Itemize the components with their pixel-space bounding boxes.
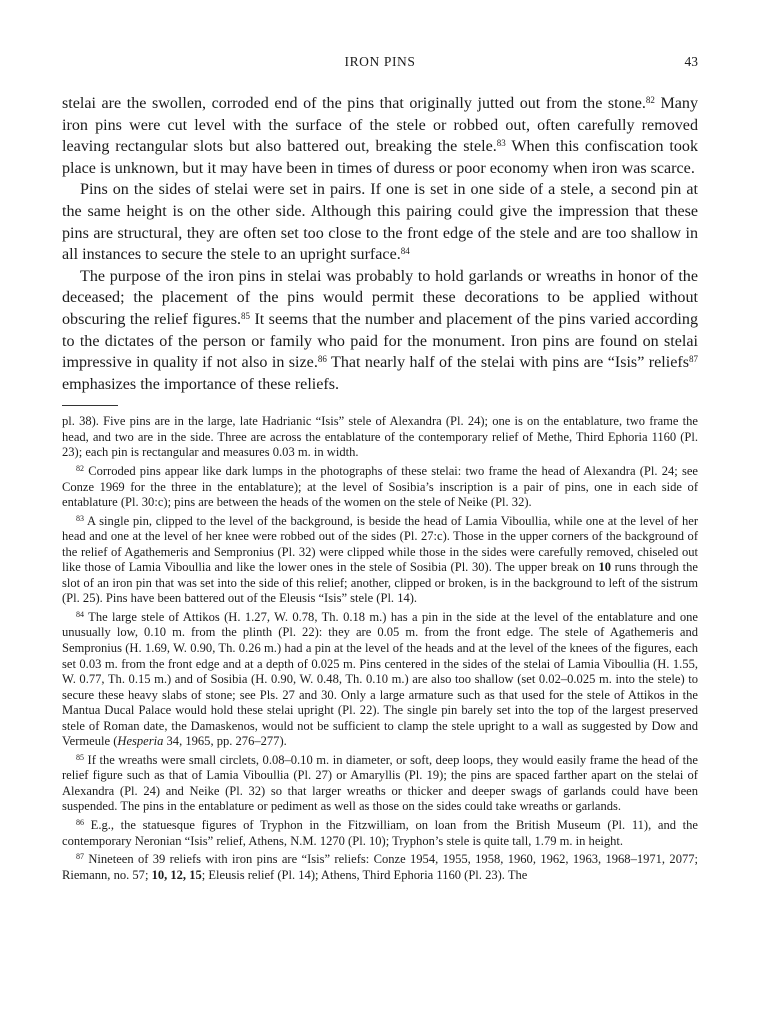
footnote-83: $^{83}$ A single pin, clipped to the level of the background, is beside the head of Lamia Viboullia, while one at the level of her head and one at the level of her knee were robbed out of the sides (Pl. 27:c). Those in the upper corners of the background of the relief of Agathemeris and Sempronius (Pl. 32) were clipped while those in the sides were carefully removed, chiseled out like those of Lamia Viboullia and like the lower ones in the stele of Sosibia (Pl. 30). The upper break on 10 runs through the slot of an iron pin that was set into the side of this relief; another, clipped or broken, is in the background to left of the sistrum (Pl. 25). Pins have been battered out of the Eleusis “Isis” stele (Pl. 14). [62,513,698,606]
footnote-number: 87 [76,852,84,862]
footnote-ref-82[interactable]: 82 [645,95,655,105]
book-page [62,54,698,886]
paragraph-2: Pins on the sides of stelai were set in pairs. If one is set in one side of a stele, a second pin at the same height is on the other side. Although this pairing could give the impression that these pins are structural, they are often set too close to the front edge of the stele and are too shallow in all instances to secure the stele to an upright surface.$^{84}$ [62,181,698,264]
footnote-84: $^{84}$ The large stele of Attikos (H. 1.27, W. 0.78, Th. 0.18 m.) has a pin in the side at the level of the entablature and one unusually low, 0.10 m. from the plinth (Pl. 22): they are 0.05 m. from the front edge. The stele of Agathemeris and Sempronius (H. 1.69, W. 0.90, Th. 0.26 m.) had a pin at the level of the heads and at the level of the knees of the figures, each set 0.03 m. from the front edge and at a depth of 0.025 m. Pins centered in the sides of the stelai of Lamia Viboullia (H. 1.55, W. 0.77, Th. 0.15 m.) and of Sosibia (H. 0.90, W. 0.48, Th. 0.10 m.) are also too shallow (set 0.02–0.025 m. into the stele) to secure these heavy slabs of stone; see Pls. 27 and 30. Only a large armature such as that used for the stele of Attikos in the Mantua Ducal Palace would hold these stelai upright (Pl. 22). The single pin barely set into the top of the largest preserved stele of Roman date, the Damaskenos, would not be sufficient to clamp the stele upright to a wall as suggested by Dow and Vermeule (Hesperia 34, 1965, pp. 276–277). [62,609,698,749]
paragraph-1: stelai are the swollen, corroded end of the pins that originally jutted out from the stone.$^{82}$ Many iron pins were cut level with the surface of the stele or robbed out, often carefully removed leaving rectangular slots but also battered out, breaking the stele.$^{83}$ When this confiscation took place is unknown, but it may have been in times of duress or poor economy when iron was scarce. [62,95,699,177]
footnote-ref-84[interactable]: 84 [400,246,410,257]
footnote-ref-87[interactable]: 87 [688,354,698,365]
footnote-number: 82 [76,463,84,473]
footnote-ref-86[interactable]: 86 [317,354,327,365]
footnote-85: $^{85}$ If the wreaths were small circlets, 0.08–0.10 m. in diameter, or soft, deep loops, they would easily frame the head of the relief figure such as that of Lamia Viboullia (Pl. 27) or Amaryllis (Pl. 19); the pins are spaced farther apart on the stelai of Alexandra (Pl. 24) and Neike (Pl. 32) so that larger wreaths or thicker and deeper swags of garlands could have been suspended. The pins in the entablature or pediment as well as those on the sides could take wreaths or garlands. [62,752,698,814]
footnote-ref-85[interactable]: 85 [241,310,251,321]
footnote-number: 83 [76,513,84,523]
footnote-number: 84 [76,609,84,619]
footnote-ref-83[interactable]: 83 [496,138,506,149]
footnote-continuation: pl. 38). Five pins are in the large, late Hadrianic “Isis” stele of Alexandra (Pl. 24); one is on the entablature, two frame the head, and two are in the side. Three are across the entablature of the contemporary relief of Methe, Third Ephoria 1160 (Pl. 23); each pin is rectangular and measures 0.03 m. in width. [62,414,698,460]
running-header [62,54,698,74]
footnote-number: 86 [76,817,84,827]
paragraph-3: The purpose of the iron pins in stelai was probably to hold garlands or wreaths in honor of the deceased; the placement of the pins would permit these decorations to be applied without obscuring the relief figures.$^{85}$ It seems that the number and placement of the pins varied according to the dictates of the person or family who paid for the monument. Iron pins are found on stelai impressive in quality if not also in size.$^{86}$ That nearly half of the stelai with pins are “Isis” reliefs$^{87}$ emphasizes the importance of these reliefs. [62,267,698,393]
running-title: IRON PINS [344,54,416,69]
footnote-86: $^{86}$ E.g., the statuesque figures of Tryphon in the Fitzwilliam, on loan from the British Museum (Pl. 11), and the contemporary Neronian “Isis” relief, Athens, N.M. 1270 (Pl. 10); Tryphon’s stele is quite tall, 1.79 m. in height. [62,817,698,848]
footnote-87: $^{87}$ Nineteen of 39 reliefs with iron pins are “Isis” reliefs: Conze 1954, 1955, 1958, 1960, 1962, 1963, 1968–1971, 2077; Riemann, no. 57; 10, 12, 15; Eleusis relief (Pl. 14); Athens, Third Ephoria 1160 (Pl. 23). The [62,852,698,882]
footnote-number: 85 [76,752,84,762]
main-text [62,93,698,395]
footnote-82: $^{82}$ Corroded pins appear like dark lumps in the photographs of these stelai: two frame the head of Alexandra (Pl. 24; see Conze 1969 for the three in the entablature); at the level of Sosibia’s inscription is a pair of pins, one in each side of entablature (Pl. 30:c); pins are between the heads of the women on the stele of Neike (Pl. 32). [62,463,698,510]
footnotes [62,414,698,883]
page-number: 43 [684,54,698,69]
footnote-divider [62,405,118,406]
